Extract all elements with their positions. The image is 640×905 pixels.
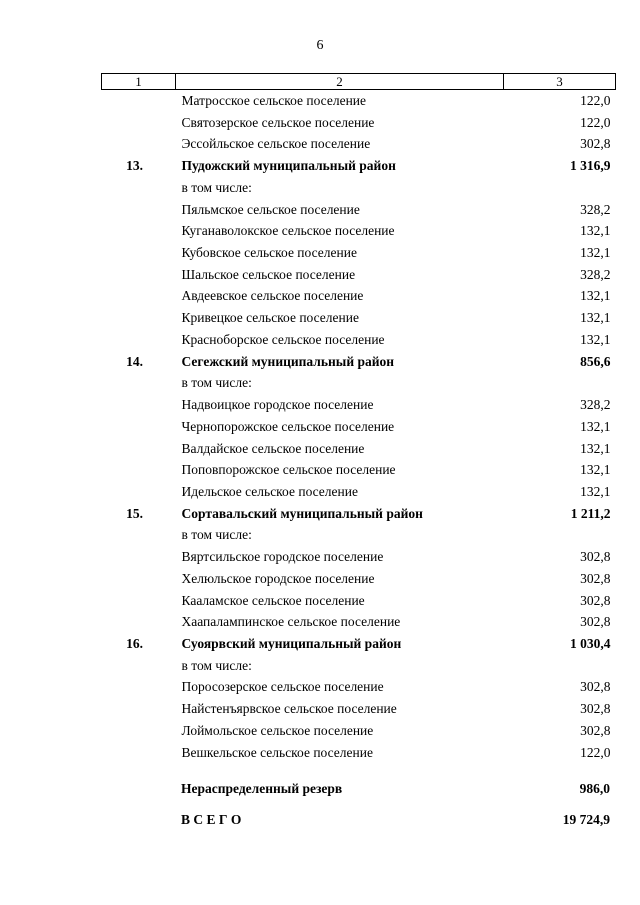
row-name: Хелюльское городское поселение bbox=[181, 570, 375, 586]
row-value: 122,0 bbox=[580, 93, 611, 108]
table-row bbox=[102, 676, 616, 698]
table-row bbox=[102, 351, 616, 373]
row-number: 16. bbox=[126, 635, 143, 651]
row-value: 132,1 bbox=[580, 223, 611, 239]
table-body bbox=[102, 90, 616, 764]
table-row bbox=[102, 698, 616, 720]
row-value: 132,1 bbox=[580, 310, 611, 326]
row-name: Кубовское сельское поселение bbox=[181, 245, 357, 261]
row-value: 302,8 bbox=[580, 570, 611, 586]
row-name: Поросозерское сельское поселение bbox=[181, 679, 384, 695]
row-number bbox=[102, 720, 176, 742]
row-value: 302,8 bbox=[580, 592, 611, 608]
row-number bbox=[102, 133, 176, 155]
row-value bbox=[504, 655, 616, 677]
row-name: Святозерское сельское поселение bbox=[181, 114, 375, 130]
row-value: 1 211,2 bbox=[570, 505, 611, 521]
row-number bbox=[102, 438, 176, 460]
row-name: Лоймольское сельское поселение bbox=[181, 722, 374, 738]
column-header-name: 2 bbox=[176, 74, 504, 90]
row-name: Вешкельское сельское поселение bbox=[181, 744, 373, 760]
reserve-number-cell bbox=[101, 778, 175, 800]
row-number: 13. bbox=[126, 158, 143, 174]
reserve-label: Нераспределенный резерв bbox=[181, 780, 343, 796]
row-name: в том числе: bbox=[181, 657, 252, 673]
row-value: 302,8 bbox=[580, 136, 611, 152]
table-row bbox=[102, 611, 616, 633]
row-name: Сортавальский муниципальный район bbox=[181, 505, 423, 521]
row-value: 328,2 bbox=[580, 266, 611, 282]
total-label: В С Е Г О bbox=[181, 811, 242, 827]
row-value: 302,8 bbox=[580, 679, 611, 695]
table-row bbox=[102, 177, 616, 199]
row-value: 302,8 bbox=[580, 722, 611, 738]
table-row bbox=[102, 546, 616, 568]
row-number bbox=[102, 481, 176, 503]
row-number bbox=[102, 611, 176, 633]
table-row bbox=[102, 481, 616, 503]
row-name: Хаапалампинское сельское поселение bbox=[181, 614, 401, 630]
page-number: 6 bbox=[316, 38, 324, 53]
reserve-value: 986,0 bbox=[579, 780, 610, 796]
row-number bbox=[102, 329, 176, 351]
row-name: в том числе: bbox=[181, 375, 252, 391]
row-number bbox=[102, 590, 176, 612]
row-value bbox=[504, 372, 616, 394]
row-number bbox=[102, 676, 176, 698]
table-row bbox=[102, 264, 616, 286]
row-value: 856,6 bbox=[580, 353, 611, 369]
table-row bbox=[102, 459, 616, 481]
row-name: Валдайское сельское поселение bbox=[181, 440, 365, 456]
row-number bbox=[102, 112, 176, 134]
row-value: 1 316,9 bbox=[570, 158, 611, 174]
table-row bbox=[102, 568, 616, 590]
table-row bbox=[102, 438, 616, 460]
row-name: в том числе: bbox=[181, 527, 252, 543]
row-name: Пудожский муниципальный район bbox=[181, 158, 396, 174]
row-value: 1 030,4 bbox=[570, 635, 611, 651]
row-value: 302,8 bbox=[580, 549, 611, 565]
table-row bbox=[102, 590, 616, 612]
row-name: Авдеевское сельское поселение bbox=[181, 288, 364, 304]
row-name: Чернопорожское сельское поселение bbox=[181, 418, 395, 434]
row-number: 14. bbox=[126, 353, 143, 369]
table-row bbox=[102, 90, 616, 112]
row-number bbox=[102, 655, 176, 677]
row-number bbox=[102, 177, 176, 199]
row-value: 132,1 bbox=[580, 418, 611, 434]
total-number-cell bbox=[101, 809, 175, 831]
total-row bbox=[101, 809, 615, 831]
table-row bbox=[102, 242, 616, 264]
row-name: Сегежский муниципальный район bbox=[181, 353, 395, 369]
row-name: Кааламское сельское поселение bbox=[181, 592, 365, 608]
table-row bbox=[102, 524, 616, 546]
table-row bbox=[102, 742, 616, 764]
row-number bbox=[102, 546, 176, 568]
reserve-row bbox=[101, 778, 615, 800]
row-number bbox=[102, 568, 176, 590]
table-row bbox=[102, 720, 616, 742]
row-number bbox=[102, 698, 176, 720]
row-value: 122,0 bbox=[580, 744, 611, 760]
table-row bbox=[102, 416, 616, 438]
row-name: Вяртсильское городское поселение bbox=[181, 549, 384, 565]
row-number bbox=[102, 90, 176, 112]
row-number bbox=[102, 220, 176, 242]
table-row bbox=[102, 503, 616, 525]
row-value: 132,1 bbox=[580, 462, 611, 478]
table-row bbox=[102, 220, 616, 242]
row-value: 302,8 bbox=[580, 614, 611, 630]
row-value bbox=[504, 524, 616, 546]
table-row bbox=[102, 307, 616, 329]
table-row bbox=[102, 285, 616, 307]
row-name: Эссойльское сельское поселение bbox=[181, 136, 371, 152]
row-value: 132,1 bbox=[580, 245, 611, 261]
row-number bbox=[102, 394, 176, 416]
row-name: Найстенъярвское сельское поселение bbox=[181, 701, 397, 717]
row-number bbox=[102, 242, 176, 264]
row-name: Надвоицкое городское поселение bbox=[181, 397, 374, 413]
row-name: Идельское сельское поселение bbox=[181, 483, 358, 499]
row-number bbox=[102, 742, 176, 764]
row-value: 132,1 bbox=[580, 440, 611, 456]
table-header bbox=[102, 74, 616, 90]
row-number bbox=[102, 264, 176, 286]
column-header-number: 1 bbox=[102, 74, 176, 90]
total-value: 19 724,9 bbox=[562, 811, 610, 827]
row-value bbox=[504, 177, 616, 199]
table-row bbox=[102, 155, 616, 177]
row-name: Красноборское сельское поселение bbox=[181, 331, 385, 347]
row-name: Поповпорожское сельское поселение bbox=[181, 462, 396, 478]
row-name: Пяльмское сельское поселение bbox=[181, 201, 360, 217]
row-value: 328,2 bbox=[580, 397, 611, 413]
row-number bbox=[102, 524, 176, 546]
table-row bbox=[102, 394, 616, 416]
table-row bbox=[102, 633, 616, 655]
row-number bbox=[102, 199, 176, 221]
row-number bbox=[102, 307, 176, 329]
row-number bbox=[102, 372, 176, 394]
row-value: 302,8 bbox=[580, 701, 611, 717]
table-row bbox=[102, 329, 616, 351]
table-row bbox=[102, 133, 616, 155]
row-name: Кривецкое сельское поселение bbox=[181, 310, 359, 326]
row-name: Матросское сельское поселение bbox=[181, 93, 367, 108]
row-number bbox=[102, 285, 176, 307]
table-row bbox=[102, 372, 616, 394]
budget-table bbox=[101, 73, 616, 763]
row-value: 132,1 bbox=[580, 331, 611, 347]
row-name: Суоярвский муниципальный район bbox=[181, 635, 402, 651]
row-value: 122,0 bbox=[580, 114, 611, 130]
row-number: 15. bbox=[126, 505, 143, 521]
table-row bbox=[102, 655, 616, 677]
row-name: Куганаволокское сельское поселение bbox=[181, 223, 395, 239]
row-name: Шальское сельское поселение bbox=[181, 266, 356, 282]
row-value: 132,1 bbox=[580, 288, 611, 304]
column-header-value: 3 bbox=[504, 74, 616, 90]
row-name: в том числе: bbox=[181, 179, 252, 195]
row-value: 328,2 bbox=[580, 201, 611, 217]
row-value: 132,1 bbox=[580, 483, 611, 499]
table-row bbox=[102, 112, 616, 134]
table-row bbox=[102, 199, 616, 221]
row-number bbox=[102, 416, 176, 438]
row-number bbox=[102, 459, 176, 481]
